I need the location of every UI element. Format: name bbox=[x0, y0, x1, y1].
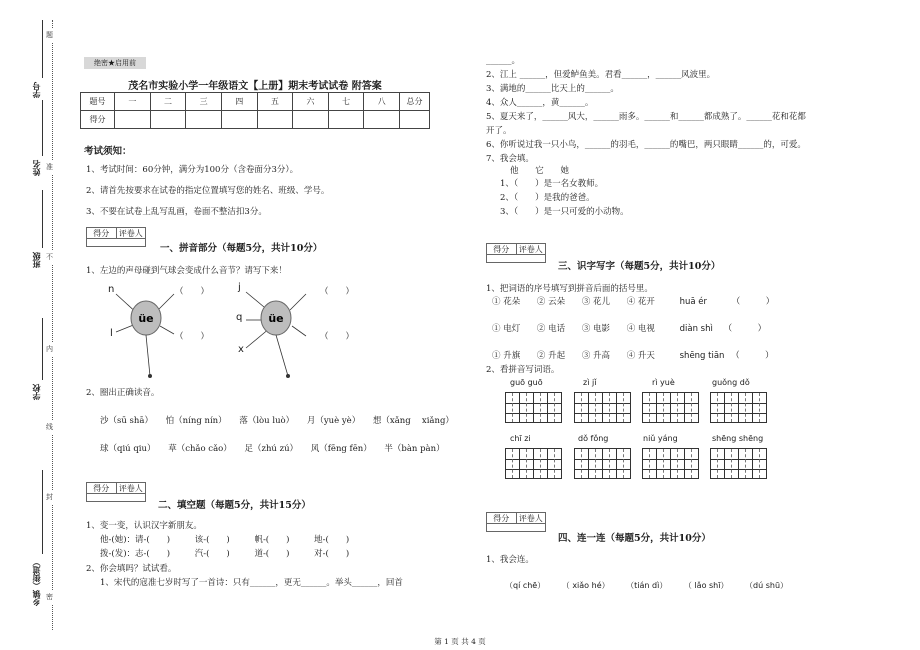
sec3-question-2: 2、看拼音写词语。 bbox=[486, 365, 560, 375]
pronoun-options bbox=[510, 164, 569, 176]
writing-grid[interactable] bbox=[574, 392, 630, 423]
sec1-question-1: 1、左边的声母碰到气球会变成什么音节？请写下来！ bbox=[86, 266, 287, 276]
score-table-cell: 八 bbox=[364, 93, 400, 111]
column-divider bbox=[468, 50, 469, 620]
pinyin-prompt: shēng tiān bbox=[679, 351, 725, 361]
pinyin-prompt: huā ér bbox=[679, 297, 708, 307]
writing-cell[interactable] bbox=[670, 448, 685, 479]
fill-pronoun-question: 7、我会填。 bbox=[486, 154, 534, 164]
pinyin-label: guō guō bbox=[510, 378, 543, 387]
fill-blank-item[interactable]: 4、众人______，黄______。 bbox=[486, 98, 594, 108]
section-4-title: 四、连一连（每题5分，共计10分） bbox=[558, 533, 711, 544]
reading-option[interactable]: 球（qiú qiu） bbox=[100, 444, 156, 454]
writing-cell[interactable] bbox=[519, 392, 534, 423]
score-input-cell[interactable] bbox=[115, 111, 151, 129]
score-table-cell: 题号 bbox=[81, 93, 115, 111]
scorer-reviewer-label: 评卷人 bbox=[517, 513, 546, 524]
pinyin-label: chī zi bbox=[510, 434, 531, 443]
notice-item: 3、不要在试卷上乱写乱画，卷面不整洁扣3分。 bbox=[86, 207, 267, 217]
match-items-row bbox=[505, 580, 788, 591]
reading-option[interactable]: 落（lòu luò） bbox=[239, 416, 295, 426]
binding-strip bbox=[0, 0, 60, 650]
answer-paren[interactable]: （ ） bbox=[320, 287, 355, 297]
writing-cell[interactable] bbox=[724, 448, 739, 479]
writing-cell[interactable] bbox=[547, 448, 562, 479]
writing-cell[interactable] bbox=[642, 448, 657, 479]
writing-cell[interactable] bbox=[738, 392, 753, 423]
word-choice: ④ 电视 bbox=[626, 324, 655, 334]
score-table-cell: 一 bbox=[115, 93, 151, 111]
notice-item: 2、请首先按要求在试卷的指定位置填写您的姓名、班级、学号。 bbox=[86, 186, 330, 196]
reading-option[interactable]: 足（zhú zú） bbox=[244, 444, 299, 454]
writing-cell[interactable] bbox=[684, 392, 699, 423]
pinyin-label: rì yuè bbox=[652, 378, 675, 387]
writing-cell[interactable] bbox=[602, 448, 617, 479]
section-3-title: 三、识字写字（每题5分，共计10分） bbox=[558, 261, 721, 272]
sec2-question-2: 2、你会填吗？试试看。 bbox=[86, 564, 177, 574]
balloon-string bbox=[160, 326, 174, 334]
writing-cell[interactable] bbox=[547, 392, 562, 423]
class-line[interactable] bbox=[42, 190, 43, 248]
word-choice-row-1 bbox=[492, 295, 774, 307]
student-number-label: 学号 bbox=[31, 82, 41, 98]
binding-char: 准 bbox=[46, 160, 53, 174]
pronoun-word: 她 bbox=[560, 166, 569, 176]
pronoun-word: 它 bbox=[535, 166, 544, 176]
township-label: 乡镇（街道） bbox=[31, 558, 41, 606]
initial-letter: n bbox=[108, 284, 115, 295]
balloon-knot bbox=[148, 374, 152, 378]
writing-cell[interactable] bbox=[616, 392, 631, 423]
score-table-score-row bbox=[81, 111, 430, 129]
score-table-header-row bbox=[81, 93, 430, 111]
word-choice: ② 升起 bbox=[536, 351, 566, 361]
sec2-q2-item-1[interactable]: 1、宋代的寇准七岁时写了一首诗：只有______，更无______。举头______，回首 bbox=[100, 578, 403, 588]
fill-blank-item[interactable]: 2、江上 ______，但爱鲈鱼美。君看______，______风波里。 bbox=[486, 70, 716, 80]
score-table-cell: 四 bbox=[221, 93, 257, 111]
balloon-string bbox=[290, 294, 306, 310]
balloon-knot bbox=[286, 374, 290, 378]
secret-badge: 绝密★启用前 bbox=[84, 57, 146, 69]
writing-grid[interactable] bbox=[505, 392, 561, 423]
balloon-string bbox=[146, 335, 150, 376]
word-choice-row-3 bbox=[492, 349, 774, 361]
score-input-cell[interactable] bbox=[293, 111, 329, 129]
pronoun-word: 他 bbox=[510, 166, 519, 176]
sec4-question-1: 1、我会连。 bbox=[486, 555, 534, 565]
scorer-score-label: 得分 bbox=[487, 513, 517, 524]
binding-char: 密 bbox=[46, 590, 53, 604]
binding-char: 内 bbox=[46, 342, 53, 356]
sec2-question-1: 1、变一变，认识汉字新朋友。 bbox=[86, 521, 202, 531]
fill-blank-item: 开了。 bbox=[486, 126, 512, 136]
writing-cell[interactable] bbox=[505, 392, 520, 423]
pronoun-item[interactable]: 1、（ ）是一名女教师。 bbox=[500, 179, 604, 189]
writing-cell[interactable] bbox=[602, 392, 617, 423]
writing-cell[interactable] bbox=[710, 448, 725, 479]
pronoun-item[interactable]: 2、（ ）是我的爸爸。 bbox=[500, 193, 595, 203]
binding-char: 封 bbox=[46, 490, 53, 504]
score-input-cell[interactable] bbox=[364, 111, 400, 129]
match-item[interactable]: （tián dì） bbox=[626, 581, 668, 590]
page-footer: 第 1 页 共 4 页 bbox=[434, 637, 486, 646]
fill-blank-item[interactable]: 3、满地的______比天上的______。 bbox=[486, 84, 619, 94]
score-table-cell: 二 bbox=[150, 93, 186, 111]
reading-row-1 bbox=[100, 414, 470, 426]
score-table-cell: 三 bbox=[186, 93, 222, 111]
scorer-reviewer-label: 评卷人 bbox=[117, 228, 146, 239]
reading-option[interactable]: 想（xǎng xiǎng） bbox=[372, 416, 454, 426]
binding-char: 不 bbox=[46, 250, 53, 264]
reading-option[interactable]: 沙（sū shā） bbox=[100, 416, 153, 426]
word-choice: ② 云朵 bbox=[536, 297, 566, 307]
initial-letter: l bbox=[110, 328, 113, 339]
section-2-title: 二、填空题（每题5分，共计15分） bbox=[158, 500, 311, 511]
fill-blank-continued[interactable]: ______。 bbox=[486, 56, 521, 66]
char-change-item[interactable]: 地-( ) bbox=[314, 535, 350, 545]
writing-grid[interactable] bbox=[710, 448, 766, 479]
char-change-item[interactable]: 道-( ) bbox=[254, 549, 290, 559]
writing-grid[interactable] bbox=[710, 392, 766, 423]
char-change-item[interactable]: 拨-(发)：志-( ) bbox=[100, 549, 171, 559]
word-choice: ③ 升高 bbox=[581, 351, 611, 361]
word-choice: ③ 电影 bbox=[581, 324, 611, 334]
scorer-reviewer-label: 评卷人 bbox=[117, 483, 146, 494]
writing-cell[interactable] bbox=[670, 392, 685, 423]
answer-paren[interactable]: （ ） bbox=[320, 332, 355, 342]
char-change-item[interactable]: 对-( ) bbox=[314, 549, 350, 559]
pinyin-label: zì jǐ bbox=[583, 378, 597, 387]
pinyin-label: dǒ fǒng bbox=[578, 434, 609, 443]
scorer-box[interactable] bbox=[486, 243, 546, 263]
exam-title: 茂名市实验小学一年级语文【上册】期末考试试卷 附答案 bbox=[128, 81, 382, 92]
word-choice: ① 花朵 bbox=[492, 297, 521, 307]
reading-option[interactable]: 风（fēng fēn） bbox=[310, 444, 372, 454]
score-input-cell[interactable] bbox=[257, 111, 293, 129]
balloon-string bbox=[276, 335, 288, 376]
school-line[interactable] bbox=[42, 318, 43, 380]
student-name-label: 姓名 bbox=[31, 160, 41, 176]
writing-cell[interactable] bbox=[505, 448, 520, 479]
word-choice: ② 电话 bbox=[536, 324, 566, 334]
pinyin-label: guǒng dǒ bbox=[712, 378, 750, 387]
answer-paren[interactable]: （ ） bbox=[731, 297, 775, 307]
sec3-question-1: 1、把词语的序号填写到拼音后面的括号里。 bbox=[486, 284, 653, 294]
reading-option[interactable]: 草（chǎo cǎo） bbox=[168, 444, 232, 454]
township-line[interactable] bbox=[42, 470, 43, 554]
binding-char: 线 bbox=[46, 420, 53, 434]
writing-cell[interactable] bbox=[684, 448, 699, 479]
binding-char: 题 bbox=[46, 28, 53, 42]
pronoun-item[interactable]: 3、（ ）是一只可爱的小动物。 bbox=[500, 207, 629, 217]
balloon-text: üe bbox=[138, 312, 154, 325]
scorer-score-label: 得分 bbox=[87, 228, 117, 239]
student-name-line[interactable] bbox=[42, 100, 43, 156]
char-change-item[interactable]: 他-(她)：请-( ) bbox=[100, 535, 171, 545]
scorer-box[interactable] bbox=[486, 512, 546, 532]
student-number-line[interactable] bbox=[42, 20, 43, 78]
score-table bbox=[80, 92, 430, 129]
match-item[interactable]: （ xiǎo hé） bbox=[561, 581, 610, 590]
reading-option[interactable]: 半（bàn pàn） bbox=[384, 444, 445, 454]
writing-grid[interactable] bbox=[642, 392, 698, 423]
char-change-item[interactable]: 帆-( ) bbox=[254, 535, 290, 545]
writing-grid[interactable] bbox=[574, 448, 630, 479]
pinyin-prompt: diàn shì bbox=[679, 324, 713, 334]
scorer-score-label: 得分 bbox=[87, 483, 117, 494]
reading-option[interactable]: 怕（níng nín） bbox=[165, 416, 227, 426]
initial-letter: x bbox=[238, 344, 244, 355]
scorer-score-label: 得分 bbox=[487, 244, 517, 255]
writing-cell[interactable] bbox=[710, 392, 725, 423]
writing-grid[interactable] bbox=[505, 448, 561, 479]
score-table-cell: 得分 bbox=[81, 111, 115, 129]
binding-dotted-line bbox=[52, 20, 53, 630]
fill-blank-item[interactable]: 6、你听说过我一只小鸟，______的羽毛，______的嘴巴，两只眼睛______的，可爱。 bbox=[486, 140, 806, 150]
writing-cell[interactable] bbox=[533, 392, 548, 423]
notice-item: 1、考试时间：60分钟，满分为100分（含卷面分3分）。 bbox=[86, 165, 299, 175]
score-input-cell[interactable] bbox=[400, 111, 430, 129]
writing-cell[interactable] bbox=[588, 448, 603, 479]
score-table-cell: 总分 bbox=[400, 93, 430, 111]
writing-cell[interactable] bbox=[588, 392, 603, 423]
word-choice: ① 电灯 bbox=[492, 324, 521, 334]
char-change-row-2 bbox=[100, 547, 349, 559]
word-choice: ④ 花开 bbox=[626, 297, 655, 307]
writing-cell[interactable] bbox=[642, 392, 657, 423]
pinyin-label: niǔ yáng bbox=[643, 434, 678, 443]
initial-letter: q bbox=[236, 312, 243, 323]
writing-cell[interactable] bbox=[519, 448, 534, 479]
word-choice-row-2 bbox=[492, 322, 766, 334]
writing-cell[interactable] bbox=[533, 448, 548, 479]
fill-blank-item[interactable]: 5、夏天来了，______风大，______雨多。______和______都成熟了。______花和花都 bbox=[486, 112, 806, 122]
score-input-cell[interactable] bbox=[328, 111, 364, 129]
scorer-box[interactable] bbox=[86, 482, 146, 502]
writing-grid[interactable] bbox=[642, 448, 698, 479]
score-table-cell: 七 bbox=[328, 93, 364, 111]
school-label: 学校 bbox=[31, 384, 41, 400]
writing-cell[interactable] bbox=[752, 448, 767, 479]
pinyin-label: shēng shēng bbox=[712, 434, 764, 443]
notice-heading: 考试须知： bbox=[84, 146, 132, 157]
reading-row-2 bbox=[100, 442, 470, 454]
char-change-item[interactable]: 汽-( ) bbox=[194, 549, 230, 559]
initial-letter: j bbox=[238, 282, 241, 293]
writing-cell[interactable] bbox=[616, 448, 631, 479]
score-input-cell[interactable] bbox=[186, 111, 222, 129]
answer-paren[interactable]: （ ） bbox=[175, 332, 210, 342]
section-1-title: 一、拼音部分（每题5分，共计10分） bbox=[160, 243, 323, 254]
word-choice: ① 升旗 bbox=[492, 351, 521, 361]
answer-paren[interactable]: （ ） bbox=[731, 351, 774, 361]
match-item[interactable]: （dú shū） bbox=[745, 581, 789, 590]
answer-paren[interactable]: （ ） bbox=[175, 287, 210, 297]
balloon-string bbox=[158, 294, 174, 310]
match-item[interactable]: （qí chē） bbox=[505, 581, 546, 590]
char-change-row-1 bbox=[100, 533, 349, 545]
score-input-cell[interactable] bbox=[150, 111, 186, 129]
writing-cell[interactable] bbox=[574, 392, 589, 423]
scorer-reviewer-label: 评卷人 bbox=[517, 244, 546, 255]
writing-cell[interactable] bbox=[724, 392, 739, 423]
writing-cell[interactable] bbox=[656, 448, 671, 479]
scorer-box[interactable] bbox=[86, 227, 146, 247]
char-change-item[interactable]: 该-( ) bbox=[194, 535, 230, 545]
writing-cell[interactable] bbox=[656, 392, 671, 423]
reading-option[interactable]: 月（yuè yè） bbox=[306, 416, 361, 426]
balloon-string bbox=[292, 326, 306, 336]
sec1-question-2: 2、圈出正确读音。 bbox=[86, 388, 160, 398]
word-choice: ④ 升天 bbox=[626, 351, 655, 361]
match-item[interactable]: （ lǎo shī） bbox=[683, 581, 729, 590]
writing-cell[interactable] bbox=[738, 448, 753, 479]
writing-cell[interactable] bbox=[752, 392, 767, 423]
balloon-text: üe bbox=[268, 312, 284, 325]
writing-cell[interactable] bbox=[574, 448, 589, 479]
answer-paren[interactable]: （ ） bbox=[723, 324, 767, 334]
class-label: 班级 bbox=[31, 252, 41, 268]
score-table-cell: 六 bbox=[293, 93, 329, 111]
score-table-cell: 五 bbox=[257, 93, 293, 111]
balloon-diagram-1 bbox=[100, 280, 230, 380]
score-input-cell[interactable] bbox=[221, 111, 257, 129]
word-choice: ③ 花儿 bbox=[581, 297, 611, 307]
